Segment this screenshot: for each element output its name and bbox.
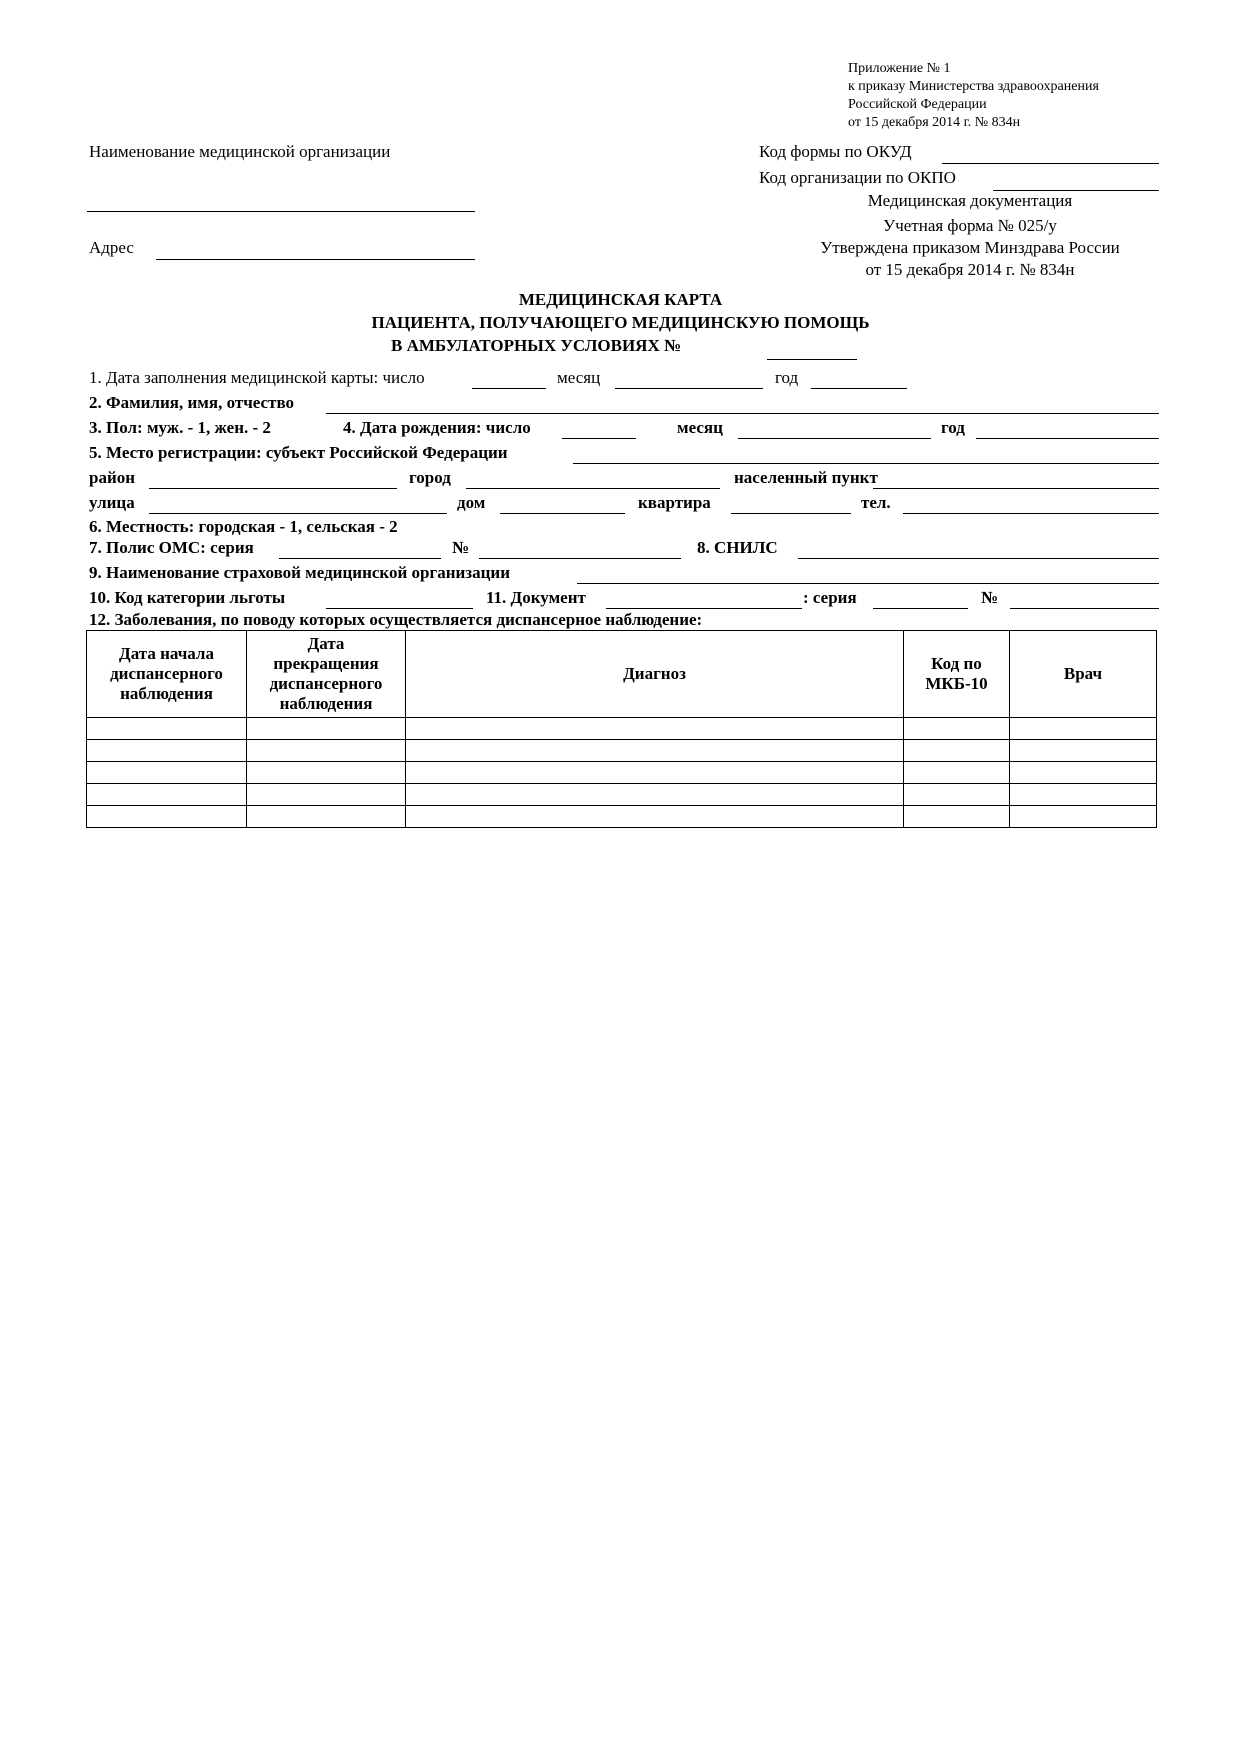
address-line[interactable] [156,259,475,260]
form-number: Учетная форма № 025/у [883,216,1057,235]
table-cell[interactable] [1010,784,1157,806]
oms-number-line[interactable] [479,558,681,559]
apartment-label: квартира [638,493,711,512]
house-line[interactable] [500,513,625,514]
appendix-line-3: Российской Федерации [848,97,987,112]
oms-series-line[interactable] [279,558,441,559]
fill-year-label: год [775,368,799,387]
table-cell[interactable] [406,740,904,762]
district-label: район [89,468,136,487]
title-line-3: В АМБУЛАТОРНЫХ УСЛОВИЯХ № [391,336,682,355]
insurer-label: 9. Наименование страховой медицинской организации [89,563,510,582]
table-row [87,784,1157,806]
title-line-1: МЕДИЦИНСКАЯ КАРТА [518,290,723,309]
table-cell[interactable] [87,806,247,828]
okud-line[interactable] [942,163,1159,164]
table-cell[interactable] [87,718,247,740]
table-row [87,740,1157,762]
birth-month-line[interactable] [738,438,931,439]
snils-label: 8. СНИЛС [697,538,778,557]
house-label: дом [457,493,486,512]
table-cell[interactable] [87,784,247,806]
settlement-label: населенный пункт [734,468,878,487]
birth-date-label: 4. Дата рождения: число [343,418,531,437]
city-label: город [409,468,451,487]
table-cell[interactable] [1010,718,1157,740]
insurer-line[interactable] [577,583,1159,584]
approved-by: Утверждена приказом Минздрава России [820,238,1120,257]
table-cell[interactable] [904,784,1010,806]
table-cell[interactable] [247,806,406,828]
street-label: улица [89,493,135,512]
appendix-line-4: от 15 декабря 2014 г. № 834н [848,115,1021,130]
birth-year-line[interactable] [976,438,1159,439]
oms-number-label: № [452,538,470,557]
table-cell[interactable] [247,718,406,740]
title-line-2: ПАЦИЕНТА, ПОЛУЧАЮЩЕГО МЕДИЦИНСКУЮ ПОМОЩЬ [371,313,870,332]
table-cell[interactable] [247,762,406,784]
header-start-date: Дата начала диспансерного наблюдения [87,631,247,718]
table-cell[interactable] [904,762,1010,784]
fill-month-label: месяц [557,368,601,387]
locality-label: 6. Местность: городская - 1, сельская - 2 [89,517,398,536]
dispensary-label: 12. Заболевания, по поводу которых осуществляется диспансерное наблюдение: [89,610,703,629]
oms-policy-label: 7. Полис ОМС: серия [89,538,254,557]
table-cell[interactable] [87,762,247,784]
benefit-code-label: 10. Код категории льготы [89,588,286,607]
district-line[interactable] [149,488,397,489]
document-line[interactable] [606,608,802,609]
table-cell[interactable] [904,740,1010,762]
apartment-line[interactable] [731,513,851,514]
city-line[interactable] [466,488,720,489]
approved-date: от 15 декабря 2014 г. № 834н [865,260,1075,279]
full-name-line[interactable] [326,413,1159,414]
fill-month-line[interactable] [615,388,763,389]
registration-label: 5. Место регистрации: субъект Российской Федерации [89,443,508,462]
okud-label: Код формы по ОКУД [759,142,912,161]
table-cell[interactable] [406,762,904,784]
document-label: 11. Документ [486,588,586,607]
full-name-label: 2. Фамилия, имя, отчество [89,393,295,412]
document-number-line[interactable] [1010,608,1159,609]
okpo-label: Код организации по ОКПО [759,168,956,187]
benefit-code-line[interactable] [326,608,473,609]
document-number-label: № [981,588,999,607]
header-diagnosis: Диагноз [406,631,904,718]
header-end-date: Дата прекращения диспансерного наблюдения [247,631,406,718]
card-number-line[interactable] [767,359,857,360]
settlement-line[interactable] [873,488,1159,489]
appendix-line-2: к приказу Министерства здравоохранения [848,79,1099,94]
fill-date-label: 1. Дата заполнения медицинской карты: число [89,368,425,387]
org-name-line[interactable] [87,211,475,212]
street-line[interactable] [149,513,447,514]
table-cell[interactable] [904,806,1010,828]
birth-month-label: месяц [677,418,723,437]
fill-day-line[interactable] [472,388,546,389]
phone-label: тел. [861,493,891,512]
document-series-line[interactable] [873,608,968,609]
birth-year-label: год [941,418,965,437]
appendix-line-1: Приложение № 1 [848,61,951,76]
table-row [87,806,1157,828]
dispensary-table [86,630,1157,828]
table-cell[interactable] [406,784,904,806]
table-row [87,718,1157,740]
document-series-label: : серия [803,588,857,607]
table-cell[interactable] [1010,762,1157,784]
table-cell[interactable] [904,718,1010,740]
table-cell[interactable] [1010,806,1157,828]
table-cell[interactable] [247,784,406,806]
table-header-row [87,631,1157,718]
region-line[interactable] [573,463,1159,464]
table-cell[interactable] [247,740,406,762]
table-row [87,762,1157,784]
sex-label: 3. Пол: муж. - 1, жен. - 2 [89,418,271,437]
birth-day-line[interactable] [562,438,636,439]
table-cell[interactable] [87,740,247,762]
fill-year-line[interactable] [811,388,907,389]
header-doctor: Врач [1010,631,1157,718]
address-label: Адрес [89,238,134,257]
doc-type: Медицинская документация [867,191,1073,210]
table-cell[interactable] [1010,740,1157,762]
header-icd10-code: Код по МКБ-10 [904,631,1010,718]
table-cell[interactable] [406,806,904,828]
table-cell[interactable] [406,718,904,740]
org-name-label: Наименование медицинской организации [89,142,391,161]
snils-line[interactable] [798,558,1159,559]
phone-line[interactable] [903,513,1159,514]
